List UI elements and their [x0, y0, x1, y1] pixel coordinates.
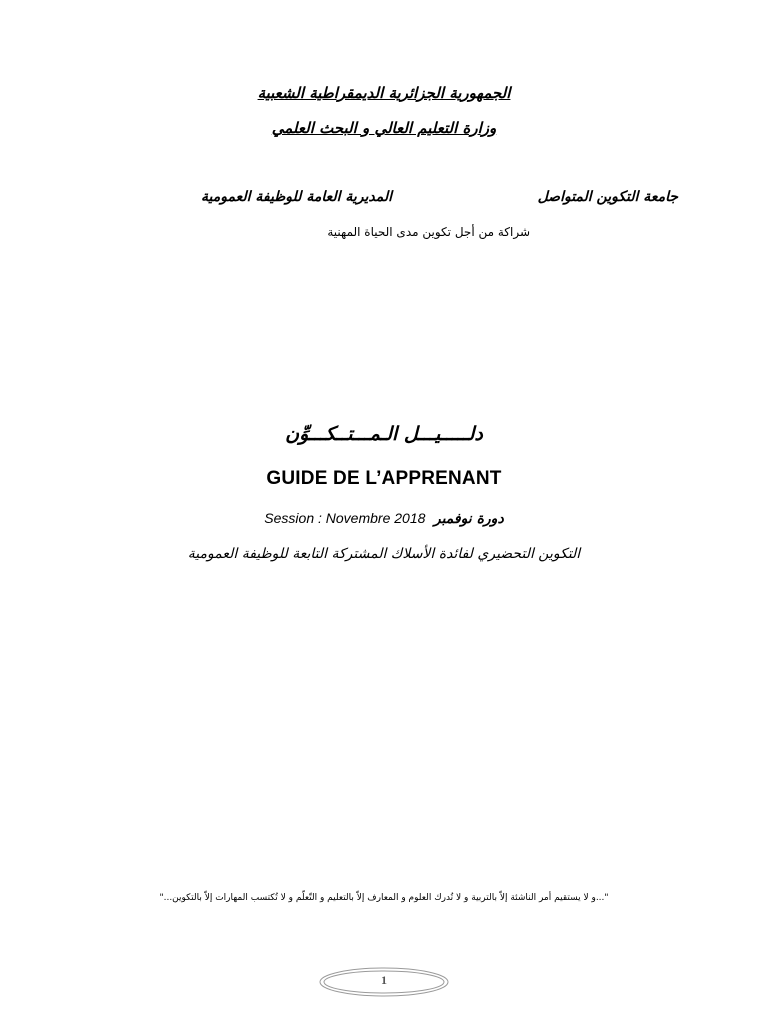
session-line	[0, 510, 768, 527]
republic-heading: الجمهورية الجزائرية الديمقراطية الشعبية	[257, 84, 511, 102]
university-name: جامعة التكوين المتواصل	[537, 189, 678, 205]
guide-title-arabic: دلـــــيـــل الـمـــتــكـــوِّن	[285, 423, 483, 445]
page-number: 1	[381, 973, 387, 987]
page-number-badge	[318, 966, 450, 998]
guide-title-french: GUIDE DE L’APPRENANT	[266, 468, 502, 489]
footer-quote: "...و لا يستقيم أمر الناشئة إلاّ بالتربية و لا تُدرك العلوم و المعارف إلاّ بالتعليم و التّعلّم و لا تُكتسب المهارات إلاّ بالتكوين..."	[159, 893, 609, 903]
session-french: Session : Novembre 2018	[264, 510, 426, 526]
ministry-heading: وزارة التعليم العالي و البحث العلمي	[271, 119, 497, 137]
training-description: التكوين التحضيري لفائدة الأسلاك المشتركة التابعة للوظيفة العمومية	[187, 546, 581, 562]
directorate-name: المديرية العامة للوظيفة العمومية	[201, 189, 392, 205]
partnership-tagline: شراكة من أجل تكوين مدى الحياة المهنية	[327, 225, 530, 239]
session-arabic: دورة نوفمبر	[433, 511, 504, 527]
